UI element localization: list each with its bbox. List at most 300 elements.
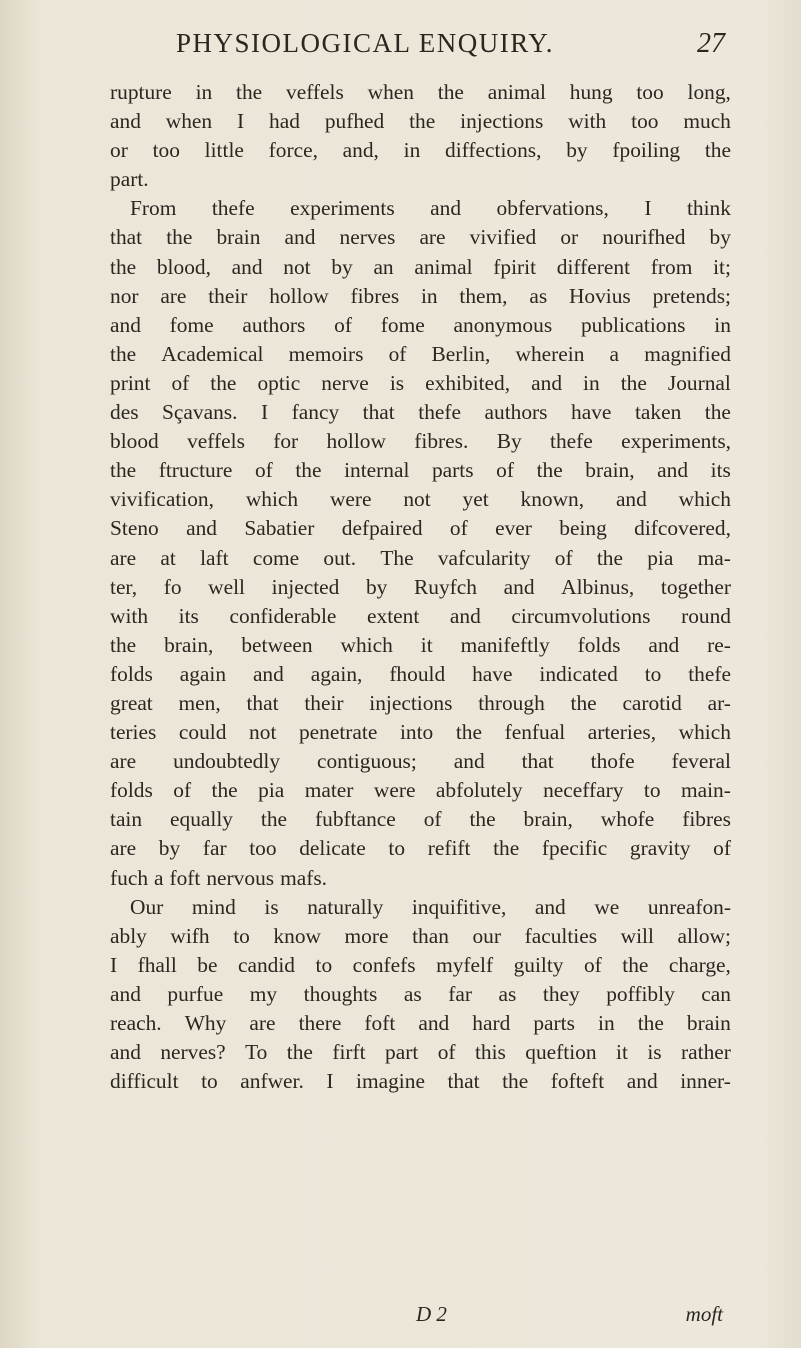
word: again,	[310, 661, 363, 686]
word: of	[334, 312, 352, 337]
word: that	[362, 400, 395, 425]
word: which	[245, 487, 299, 512]
word: of	[173, 778, 192, 803]
word: des	[110, 400, 139, 425]
text-line	[110, 747, 731, 776]
word: thefe	[418, 400, 462, 425]
word: and	[657, 458, 689, 483]
word: charge,	[668, 952, 731, 977]
word: of	[437, 1040, 456, 1065]
word: or	[560, 225, 579, 250]
word: and	[231, 254, 263, 279]
word: to	[315, 952, 333, 977]
word: the	[637, 1011, 664, 1035]
word: nervous	[206, 865, 275, 890]
text-line	[110, 340, 731, 369]
word: not	[283, 254, 311, 279]
word: whofe	[600, 807, 655, 832]
word: tain	[110, 807, 143, 832]
word: that	[521, 749, 554, 774]
word: far	[202, 836, 227, 861]
word: as	[403, 981, 422, 1006]
text-line	[110, 544, 731, 573]
body-text	[110, 78, 731, 1096]
word: firft	[332, 1040, 366, 1065]
word: experiments,	[621, 429, 731, 454]
text-line	[110, 1009, 731, 1038]
word: I	[326, 1069, 334, 1094]
text-line	[110, 893, 731, 922]
word: could	[178, 720, 227, 745]
word: together	[660, 574, 731, 599]
word: can	[701, 981, 731, 1006]
word: injections	[460, 109, 544, 134]
text-line	[110, 1038, 731, 1067]
word: I	[261, 400, 269, 425]
word: folds	[110, 661, 153, 686]
word: naturally	[307, 894, 384, 919]
word: brain	[686, 1011, 731, 1035]
word: From	[130, 196, 177, 221]
word: being	[559, 516, 607, 541]
word: to	[644, 661, 662, 686]
word: and	[110, 109, 141, 134]
text-line	[110, 369, 731, 398]
word: and	[534, 894, 566, 919]
word: and	[449, 603, 481, 628]
word: through	[478, 690, 545, 715]
word: I	[110, 952, 118, 977]
word: the	[110, 458, 137, 483]
word: thofe	[590, 749, 635, 774]
word: had	[269, 109, 300, 134]
word: pia	[258, 778, 285, 803]
word: as	[498, 981, 517, 1006]
word: contiguous;	[316, 749, 417, 774]
word: the	[211, 778, 238, 803]
word: that	[110, 225, 143, 250]
text-line	[110, 514, 731, 543]
word: fhall	[137, 952, 177, 977]
word: pufhed	[324, 109, 385, 134]
word: Why	[184, 1011, 227, 1035]
word: unreafon-	[647, 894, 731, 919]
word: mater	[304, 778, 354, 803]
word: thefe	[688, 661, 731, 686]
word: injected	[271, 574, 340, 599]
word: and	[284, 225, 316, 250]
word: the	[502, 1069, 529, 1094]
text-line	[110, 253, 731, 282]
text-line	[110, 311, 731, 340]
word: brain,	[164, 632, 214, 657]
text-line	[110, 689, 731, 718]
word: too	[249, 836, 277, 861]
word: By	[496, 429, 522, 454]
word: brain	[216, 225, 261, 250]
page-header	[110, 28, 731, 74]
word: that	[246, 690, 279, 715]
word: parts	[533, 1011, 575, 1035]
word: blood,	[156, 254, 211, 279]
word: animal	[414, 254, 473, 279]
word: into	[399, 720, 434, 745]
word: fome	[169, 312, 214, 337]
word: ably	[110, 923, 147, 948]
text-line	[110, 951, 731, 980]
word: which	[678, 720, 731, 745]
word: teries	[110, 720, 157, 745]
word: known,	[520, 487, 585, 512]
word: injections	[369, 690, 453, 715]
word: too	[636, 80, 664, 104]
word: fome	[380, 312, 425, 337]
word: ever	[495, 516, 532, 541]
word: publications	[580, 312, 686, 337]
word: the	[210, 370, 237, 395]
word: manifeftly	[460, 632, 550, 657]
word: ftructure	[158, 458, 233, 483]
word: were	[373, 778, 416, 803]
word: men,	[178, 690, 221, 715]
word: and,	[342, 138, 379, 163]
word: Steno	[110, 516, 159, 541]
word: myfelf	[436, 952, 494, 977]
word: purfue	[167, 981, 224, 1006]
word: know	[273, 923, 321, 948]
word: Ruyfch	[414, 574, 477, 599]
word: there	[298, 1011, 342, 1035]
word: the	[493, 836, 520, 861]
word: the	[704, 138, 731, 163]
text-line	[110, 631, 731, 660]
signature-mark: D 2	[416, 1302, 447, 1326]
word: is	[389, 370, 405, 395]
running-title: PHYSIOLOGICAL ENQUIRY.	[176, 28, 555, 58]
word: vivification,	[110, 487, 214, 512]
word: mind	[191, 894, 236, 919]
word: fibres	[350, 283, 400, 308]
word: the	[295, 458, 322, 483]
word: faculties	[524, 923, 598, 948]
word: hard	[472, 1011, 511, 1035]
word: of	[449, 516, 468, 541]
word: when	[165, 109, 213, 134]
word: guilty	[513, 952, 564, 977]
word: experiments	[290, 196, 395, 221]
text-line	[110, 718, 731, 747]
text-line	[110, 456, 731, 485]
word: the	[166, 225, 193, 250]
word: brain,	[585, 458, 635, 483]
word: of	[171, 370, 190, 395]
word: magnified	[644, 341, 731, 366]
word: fofteft	[550, 1069, 605, 1094]
word: abfolutely	[435, 778, 523, 803]
word: nourifhed	[602, 225, 686, 250]
word: inquifitive,	[411, 894, 507, 919]
word: the	[260, 807, 288, 832]
page-number: 27	[697, 28, 725, 59]
word: have	[472, 661, 513, 686]
word: gravity	[629, 836, 691, 861]
word: foft	[364, 1011, 396, 1035]
word: with	[110, 603, 149, 628]
word: by	[365, 574, 388, 599]
word: the	[286, 1040, 313, 1065]
text-line	[110, 485, 731, 514]
word: Our	[130, 894, 164, 919]
word: confiderable	[229, 603, 337, 628]
word: fpoiling	[612, 138, 681, 163]
text-line	[110, 136, 731, 165]
word: obfervations,	[496, 196, 609, 221]
text-line	[110, 660, 731, 689]
word: hung	[569, 80, 613, 104]
word: fancy	[291, 400, 340, 425]
word: in	[403, 138, 421, 163]
word: the	[536, 458, 563, 483]
word: vivified	[469, 225, 537, 250]
word: fhould	[389, 661, 446, 686]
word: part.	[110, 167, 149, 192]
word: and	[110, 981, 141, 1006]
word: force,	[268, 138, 318, 163]
word: for	[273, 429, 299, 454]
word: wherein	[515, 341, 585, 366]
word: fenfual	[504, 720, 566, 745]
word: the	[236, 80, 263, 104]
word: queftion	[525, 1040, 597, 1065]
word: re-	[707, 632, 731, 657]
word: by	[566, 138, 588, 163]
word: folds	[577, 632, 621, 657]
word: and	[186, 516, 217, 541]
word: diffections,	[445, 138, 542, 163]
word: in	[195, 80, 213, 104]
word: be	[197, 952, 218, 977]
word: between	[241, 632, 313, 657]
text-line	[110, 282, 731, 311]
word: will	[620, 923, 654, 948]
word: allow;	[677, 923, 731, 948]
word: from	[650, 254, 693, 279]
word: pretends;	[652, 283, 731, 308]
word: are	[110, 749, 137, 774]
word: fubftance	[315, 807, 396, 832]
text-line	[110, 165, 731, 194]
word: Sçavans.	[162, 400, 238, 425]
word: to	[233, 923, 250, 948]
word: arteries,	[587, 720, 657, 745]
word: in	[583, 370, 600, 395]
word: vafcularity	[437, 545, 531, 570]
word: this	[474, 1040, 506, 1065]
word: too	[152, 138, 180, 163]
word: yet	[462, 487, 489, 512]
word: delicate	[299, 836, 366, 861]
word: the	[570, 690, 597, 715]
word: and	[453, 749, 485, 774]
word: fpecific	[541, 836, 608, 861]
word: have	[571, 400, 612, 425]
text-line	[110, 427, 731, 456]
word: the	[409, 109, 436, 134]
word: far	[448, 981, 472, 1006]
word: thoughts	[303, 981, 378, 1006]
word: which	[678, 487, 731, 512]
word: much	[683, 109, 731, 134]
text-line	[110, 194, 731, 223]
word: thefe	[550, 429, 593, 454]
word: in	[598, 1011, 615, 1035]
word: Academical	[161, 341, 264, 366]
word: veffels	[286, 80, 344, 104]
word: reach.	[110, 1011, 162, 1035]
word: think	[686, 196, 731, 221]
word: or	[110, 138, 128, 163]
word: and	[648, 632, 680, 657]
word: and	[626, 1069, 658, 1094]
word: by	[158, 836, 181, 861]
word: it	[420, 632, 433, 657]
word: foft	[169, 865, 201, 890]
word: I	[237, 109, 245, 134]
word: with	[568, 109, 607, 134]
word: defpaired	[341, 516, 423, 541]
word: laft	[200, 545, 229, 570]
word: refift	[427, 836, 471, 861]
word: nerves	[339, 225, 396, 250]
word: of	[583, 952, 602, 977]
word: The	[380, 545, 414, 570]
word: in	[420, 283, 438, 308]
word: at	[160, 545, 176, 570]
word: the	[437, 80, 464, 104]
word: animal	[487, 80, 546, 104]
word: To	[245, 1040, 268, 1065]
word: Journal	[667, 370, 731, 395]
word: by	[331, 254, 353, 279]
word: difficult	[110, 1069, 179, 1094]
word: in	[714, 312, 731, 337]
word: circumvolutions	[511, 603, 651, 628]
catchword: moft	[685, 1302, 723, 1326]
word: undoubtedly	[173, 749, 281, 774]
word: great	[110, 690, 153, 715]
word: and	[110, 1040, 141, 1065]
word: of	[388, 341, 407, 366]
word: optic	[257, 370, 301, 395]
text-line	[110, 776, 731, 805]
word: they	[542, 981, 580, 1006]
word: by	[709, 225, 731, 250]
word: the	[704, 400, 731, 425]
word: and	[531, 370, 563, 395]
text-line	[110, 805, 731, 834]
word: and	[110, 312, 141, 337]
text-line	[110, 1067, 731, 1096]
word: Berlin,	[431, 341, 491, 366]
text-line	[110, 107, 731, 136]
word: fo	[163, 574, 182, 599]
word: their	[304, 690, 344, 715]
word: imagine	[356, 1069, 425, 1094]
word: nor	[110, 283, 139, 308]
word: are	[419, 225, 446, 250]
word: ter,	[110, 574, 138, 599]
word: authors	[484, 400, 548, 425]
word: long,	[687, 80, 731, 104]
word: more	[344, 923, 389, 948]
word: come	[252, 545, 300, 570]
word: I	[644, 196, 652, 221]
text-line	[110, 922, 731, 951]
word: of	[496, 458, 514, 483]
word: them,	[459, 283, 508, 308]
word: fibres	[682, 807, 731, 832]
word: not	[403, 487, 431, 512]
word: it	[616, 1040, 628, 1065]
word: it;	[713, 254, 731, 279]
word: to	[643, 778, 661, 803]
word: its	[178, 603, 199, 628]
text-line	[110, 398, 731, 427]
word: are	[110, 836, 137, 861]
word: that	[447, 1069, 480, 1094]
word: and	[418, 1011, 450, 1035]
word: of	[254, 458, 273, 483]
word: ma-	[697, 545, 731, 570]
word: penetrate	[298, 720, 378, 745]
word: Albinus,	[561, 574, 635, 599]
word: of	[423, 807, 442, 832]
word: indicated	[539, 661, 618, 686]
word: different	[556, 254, 631, 279]
word: part	[385, 1040, 419, 1065]
word: main-	[680, 778, 731, 803]
word: again	[179, 661, 227, 686]
word: when	[367, 80, 414, 104]
word: round	[681, 603, 731, 628]
word: the	[469, 807, 496, 832]
word: Hovius	[568, 283, 631, 308]
word: Sabatier	[244, 516, 315, 541]
text-line	[110, 78, 731, 107]
word: brain,	[523, 807, 573, 832]
word: internal	[344, 458, 410, 483]
word: neceffary	[543, 778, 624, 803]
word: of	[713, 836, 731, 861]
word: candid	[237, 952, 296, 977]
word: memoirs	[288, 341, 364, 366]
word: the	[110, 341, 137, 366]
word: a	[609, 341, 620, 366]
word: rather	[681, 1040, 731, 1065]
word: not	[249, 720, 277, 745]
word: difcovered,	[634, 516, 731, 541]
word: we	[594, 894, 620, 919]
word: our	[472, 923, 501, 948]
word: authors	[242, 312, 306, 337]
word: and	[503, 574, 535, 599]
word: to	[201, 1069, 218, 1094]
word: are	[110, 545, 137, 570]
word: fpirit	[493, 254, 537, 279]
word: a	[154, 865, 164, 890]
word: and	[430, 196, 462, 221]
word: poffibly	[606, 981, 675, 1006]
